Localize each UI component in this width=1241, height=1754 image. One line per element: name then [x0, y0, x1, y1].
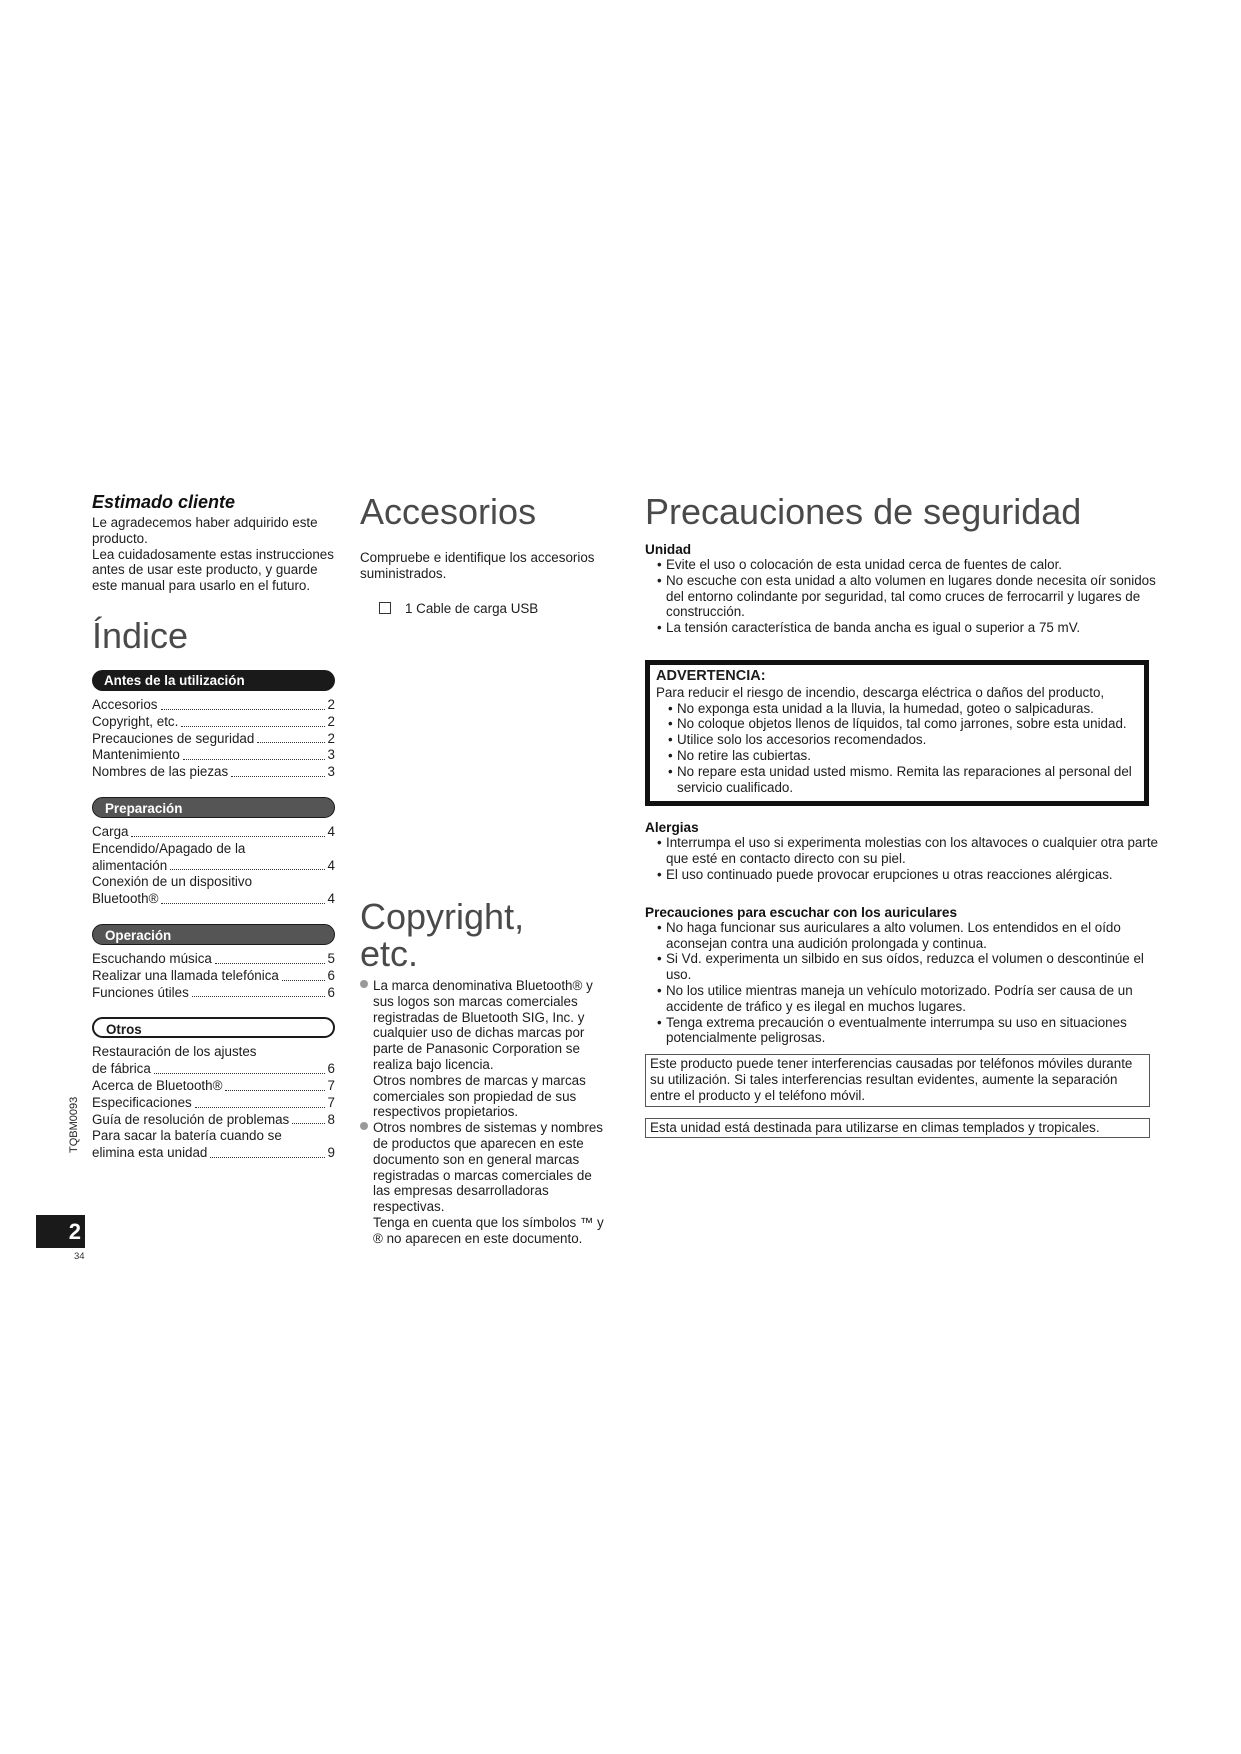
toc-entry-label: Escuchando música [92, 950, 212, 966]
greeting-text: Le agradecemos haber adquirido este producto. Lea cuidadosamente estas instrucciones antes de usar este producto, y guarde este manual para usarlo en el futuro. [92, 515, 334, 594]
toc-entry-page: 2 [327, 696, 335, 712]
allergy-list [645, 835, 1160, 882]
copyright-list [360, 978, 610, 1247]
toc-entry [92, 985, 335, 1002]
copyright-text: Otros nombres de sistemas y nombres de productos que aparecen en este documento son en general marcas registradas o marcas comerciales de las empresas desarrolladoras respectivas. [373, 1120, 603, 1215]
allergy-section [645, 820, 1160, 882]
headphones-list [645, 920, 1160, 1046]
accessories-title: Accesorios [360, 491, 537, 532]
copyright-title [360, 898, 610, 972]
toc-entry-page: 9 [327, 1145, 335, 1161]
toc-entry-page: 6 [327, 984, 335, 1000]
list-item: • Utilice solo los accesorios recomendados. [668, 732, 1140, 748]
toc-entry-label: Nombres de las piezas [92, 764, 229, 780]
toc-entry-label-line: Restauración de los ajustes [92, 1044, 257, 1060]
list-item: • Si Vd. experimenta un silbido en sus oídos, reduzca el volumen o descontinúe el uso. [657, 951, 1160, 983]
toc-leader-dots [210, 1157, 324, 1158]
toc-entry-page: 8 [327, 1111, 335, 1127]
toc-entry-page: 4 [327, 891, 335, 907]
copyright-section [360, 898, 610, 1247]
warning-heading: ADVERTENCIA: [656, 667, 766, 684]
toc-leader-dots [282, 980, 325, 981]
toc-entry [92, 747, 335, 764]
list-item: • No los utilice mientras maneja un vehículo motorizado. Podría ser causa de un accidente de tráfico y es ilegal en muchos lugares. [657, 983, 1160, 1015]
list-item: • El uso continuado puede provocar erupciones u otras reacciones alérgicas. [657, 867, 1160, 883]
toc-leader-dots [195, 1107, 325, 1108]
checkbox-icon [379, 602, 391, 614]
list-item: • Evite el uso o colocación de esta unidad cerca de fuentes de calor. [657, 557, 1160, 573]
list-item: • No retire las cubiertas. [668, 748, 1140, 764]
toc-entry-label: Funciones útiles [92, 984, 189, 1000]
toc-leader-dots [257, 742, 324, 743]
toc-entry [92, 874, 335, 908]
toc-leader-dots [154, 1073, 325, 1074]
toc-entry [92, 968, 335, 985]
toc-entry-label-line: Conexión de un dispositivo [92, 874, 253, 890]
warning-list [656, 701, 1140, 796]
toc-entry-page: 7 [327, 1077, 335, 1093]
toc-leader-dots [231, 776, 324, 777]
toc-entry [92, 841, 335, 875]
sub-page-number: 34 [74, 1251, 85, 1262]
mobile-interference-notice: Este producto puede tener interferencias causadas por teléfonos móviles durante su utilización. Si tales interferencias resultan evidentes, aumente la separación entre el producto y el teléfono móvil. [645, 1054, 1150, 1106]
toc-entry-page: 3 [327, 764, 335, 780]
toc-leader-dots [170, 869, 324, 870]
toc-section-heading: Antes de la utilización [92, 670, 335, 691]
toc-entry-label: Copyright, etc. [92, 713, 179, 729]
toc-section-heading: Preparación [92, 797, 335, 818]
toc-section-heading: Otros [92, 1017, 335, 1038]
toc-list [92, 697, 335, 781]
toc-list [92, 1044, 335, 1162]
accessory-item-label: 1 Cable de carga USB [405, 600, 539, 616]
toc-section-heading: Operación [92, 924, 335, 945]
safety-title: Precauciones de seguridad [645, 491, 1082, 532]
toc-entry-page: 4 [327, 857, 335, 873]
toc-entry [92, 1128, 335, 1162]
copyright-text: La marca denominativa Bluetooth® y sus logos son marcas comerciales registradas de Bluetooth SIG, Inc. y cualquier uso de dichas marcas por parte de Panasonic Corporation se realiza bajo licencia. [373, 978, 593, 1072]
toc-leader-dots [225, 1090, 324, 1091]
toc-entry-label: Bluetooth® [92, 891, 159, 907]
list-item: • No haga funcionar sus auriculares a alto volumen. Los entendidos en el oído aconsejan contra una audición prolongada y continua. [657, 920, 1160, 952]
toc-leader-dots [161, 709, 325, 710]
list-item: • No repare esta unidad usted mismo. Remita las reparaciones al personal del servicio cualificado. [668, 764, 1140, 796]
toc-entry [92, 824, 335, 841]
toc-entry-page: 3 [327, 747, 335, 763]
toc-entry-label-line: Encendido/Apagado de la [92, 840, 246, 856]
list-item: • No escuche con esta unidad a alto volumen en lugares donde necesita oír sonidos del entorno colindante por seguridad, tal como cruces de ferrocarril y lugares de construcción. [657, 573, 1160, 620]
table-of-contents [92, 670, 335, 1162]
unit-section [645, 542, 1160, 636]
copyright-title-line1: Copyright, [360, 896, 525, 937]
headphones-heading: Precauciones para escuchar con los auriculares [645, 904, 958, 920]
list-item: • No coloque objetos llenos de líquidos, tal como jarrones, sobre esta unidad. [668, 716, 1140, 732]
allergy-heading: Alergias [645, 820, 699, 836]
bullet-icon [360, 1122, 368, 1130]
greeting-title: Estimado cliente [92, 492, 236, 512]
toc-entry-label: Realizar una llamada telefónica [92, 967, 279, 983]
middle-column [360, 492, 610, 616]
copyright-text: Tenga en cuenta que los símbolos ™ y ® no aparecen en este documento. [373, 1214, 604, 1246]
copyright-title-line2: etc. [360, 933, 419, 974]
toc-leader-dots [161, 903, 324, 904]
toc-entry-label: Mantenimiento [92, 747, 180, 763]
headphones-section [645, 905, 1160, 1046]
toc-leader-dots [292, 1123, 324, 1124]
page-number: 2 [36, 1215, 85, 1248]
unit-heading: Unidad [645, 542, 692, 557]
toc-entry-page: 2 [327, 713, 335, 729]
toc-leader-dots [131, 836, 324, 837]
toc-entry [92, 1044, 335, 1078]
toc-entry-label: de fábrica [92, 1061, 151, 1077]
toc-entry-label: Accesorios [92, 696, 158, 712]
bullet-icon [360, 980, 368, 988]
toc-entry-page: 6 [327, 967, 335, 983]
toc-entry-page: 7 [327, 1094, 335, 1110]
list-item: • Tenga extrema precaución o eventualmente interrumpa su uso en situaciones potencialmente peligrosas. [657, 1015, 1160, 1047]
toc-entry-label: Guía de resolución de problemas [92, 1111, 290, 1127]
list-item: • No exponga esta unidad a la lluvia, la humedad, goteo o salpicaduras. [668, 701, 1140, 717]
climate-notice: Esta unidad está destinada para utilizarse en climas templados y tropicales. [645, 1118, 1150, 1139]
list-item: • La tensión característica de banda ancha es igual o superior a 75 mV. [657, 620, 1160, 636]
copyright-text: Otros nombres de marcas y marcas comerciales son propiedad de sus respectivos propietarios. [373, 1072, 586, 1120]
toc-entry [92, 1095, 335, 1112]
toc-entry-label-line: Para sacar la batería cuando se [92, 1128, 282, 1144]
list-item [360, 1120, 610, 1246]
toc-entry-page: 5 [327, 950, 335, 966]
toc-entry [92, 731, 335, 748]
document-code: TQBM0093 [68, 1096, 80, 1153]
toc-list [92, 824, 335, 908]
toc-leader-dots [215, 963, 325, 964]
right-column [645, 492, 1160, 1138]
unit-list [645, 557, 1160, 636]
list-item [360, 978, 610, 1120]
warning-box [645, 660, 1149, 806]
toc-entry [92, 1112, 335, 1129]
toc-entry [92, 1078, 335, 1095]
toc-entry-label: alimentación [92, 857, 168, 873]
toc-entry [92, 951, 335, 968]
toc-leader-dots [183, 759, 325, 760]
toc-entry-label: Carga [92, 823, 129, 839]
toc-entry-label: elimina esta unidad [92, 1145, 208, 1161]
toc-entry [92, 697, 335, 714]
toc-entry-page: 2 [327, 730, 335, 746]
accessory-item [379, 601, 610, 616]
index-title: Índice [92, 614, 189, 656]
accessories-intro: Compruebe e identifique los accesorios suministrados. [360, 550, 595, 581]
toc-entry-page: 4 [327, 823, 335, 839]
toc-entry [92, 714, 335, 731]
toc-entry-label: Especificaciones [92, 1094, 192, 1110]
toc-entry-page: 6 [327, 1061, 335, 1077]
toc-entry [92, 764, 335, 781]
toc-leader-dots [181, 726, 324, 727]
toc-entry-label: Precauciones de seguridad [92, 730, 255, 746]
warning-intro: Para reducir el riesgo de incendio, descarga eléctrica o daños del producto, [656, 684, 1105, 700]
toc-list [92, 951, 335, 1001]
left-column [92, 492, 335, 1162]
toc-leader-dots [192, 996, 325, 997]
list-item: • Interrumpa el uso si experimenta molestias con los altavoces o cualquier otra parte que esté en contacto directo con su piel. [657, 835, 1160, 867]
toc-entry-label: Acerca de Bluetooth® [92, 1077, 223, 1093]
